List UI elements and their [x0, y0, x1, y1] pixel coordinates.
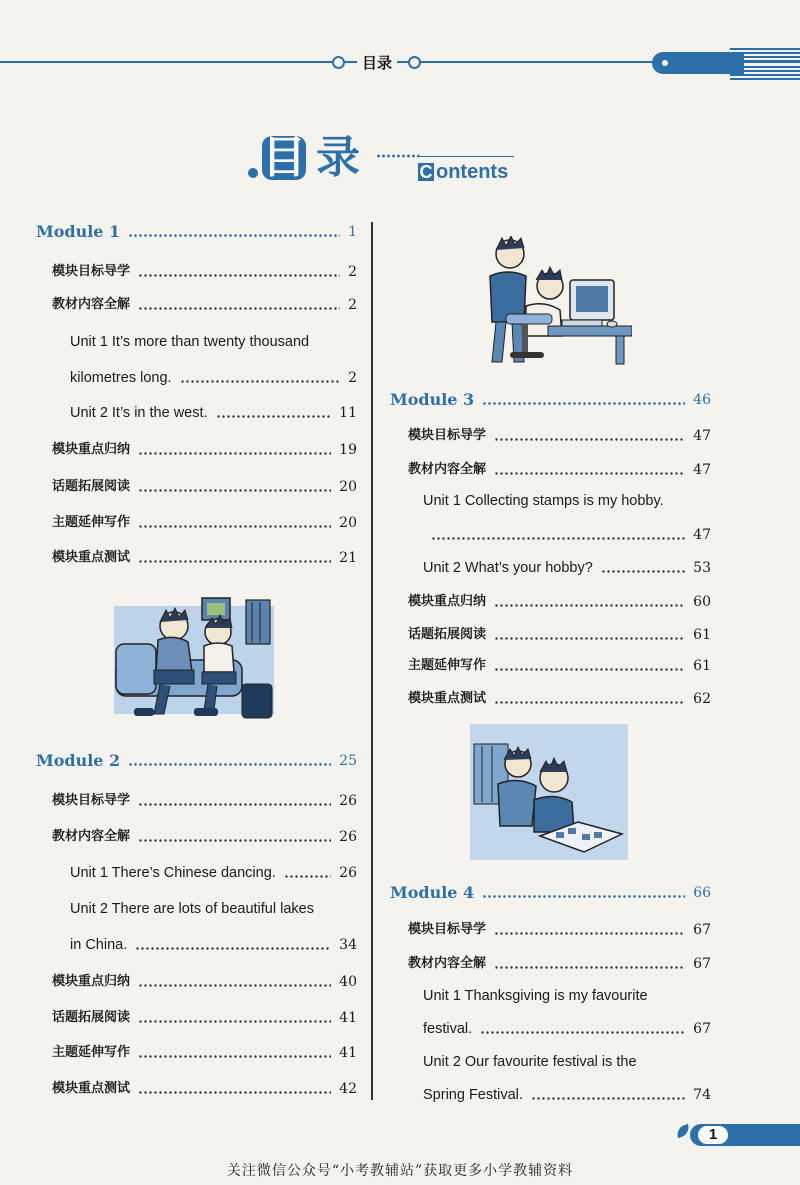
dot-leader	[138, 839, 331, 842]
contents-title	[250, 130, 520, 190]
toc-entry-page: 2	[348, 370, 357, 386]
dot-leader	[494, 637, 685, 640]
toc-entry-page: 46	[693, 392, 711, 408]
header-stripes-bottom	[730, 66, 800, 80]
toc-entry-page: 20	[339, 515, 357, 531]
toc-entry-label: 教材内容全解	[52, 829, 131, 844]
toc-entry-page: 53	[693, 560, 711, 576]
toc-entry-page: 41	[339, 1045, 357, 1061]
toc-entry-page: 67	[693, 922, 711, 938]
toc-entry-label: Module 3	[390, 390, 475, 409]
dot-leader	[138, 274, 340, 277]
dot-leader	[494, 966, 685, 969]
toc-entry-label: 模块重点测试	[52, 550, 131, 565]
toc-entry-label: 主题延伸写作	[52, 1045, 131, 1060]
toc-entry-page: 47	[693, 428, 711, 444]
toc-unit-entry[interactable]	[0, 557, 800, 581]
toc-unit-entry[interactable]	[0, 331, 800, 355]
dot-leader	[128, 234, 340, 237]
toc-entry-label: 模块目标导学	[52, 793, 131, 808]
title-rule	[420, 156, 514, 157]
toc-entry-label: Unit 1 Collecting stamps is my hobby.	[423, 493, 664, 509]
dot-leader	[494, 438, 685, 441]
toc-entry-page: 11	[339, 405, 357, 421]
toc-entry-page: 40	[339, 974, 357, 990]
toc-section-entry[interactable]	[0, 425, 800, 449]
dot-leader	[180, 380, 341, 383]
header-rule-dot-right	[408, 56, 421, 69]
toc-entry-label: Module 1	[36, 222, 121, 241]
page-number: 1	[708, 1126, 718, 1143]
toc-section-entry[interactable]	[0, 261, 800, 285]
header-title: 目录	[357, 52, 397, 73]
toc-entry-label: 模块重点归纳	[52, 974, 131, 989]
dot-leader	[601, 570, 685, 573]
toc-unit-entry[interactable]	[0, 490, 800, 514]
toc-section-entry[interactable]	[0, 790, 800, 814]
illustration-boys-with-stamp-album	[470, 724, 628, 860]
toc-entry-page: 47	[693, 527, 711, 543]
toc-unit-entry[interactable]	[0, 1018, 800, 1042]
toc-unit-entry[interactable]	[0, 524, 800, 548]
dot-leader	[138, 452, 331, 455]
header-stripes-top	[730, 48, 800, 62]
contents-initial: C	[419, 162, 433, 182]
toc-module-entry[interactable]	[0, 750, 800, 774]
toc-entry-label: 模块重点测试	[52, 1081, 131, 1096]
dot-leader	[216, 415, 332, 418]
toc-entry-page: 62	[693, 691, 711, 707]
toc-entry-page: 1	[348, 224, 357, 240]
page-number-tab	[690, 1124, 800, 1146]
toc-section-entry[interactable]	[0, 294, 800, 318]
toc-entry-label: Unit 2 It’s in the west.	[70, 405, 208, 421]
toc-entry-label: 话题拓展阅读	[52, 1010, 131, 1025]
toc-entry-label: 教材内容全解	[408, 462, 487, 477]
toc-entry-label: 模块目标导学	[52, 264, 131, 279]
toc-entry-page: 42	[339, 1081, 357, 1097]
dot-leader	[138, 803, 331, 806]
toc-entry-label: Unit 2 There are lots of beautiful lakes	[70, 901, 314, 917]
contents-word: ontents	[436, 161, 509, 183]
title-deco-dot	[248, 168, 258, 178]
toc-unit-entry[interactable]	[0, 367, 800, 391]
toc-entry-page: 21	[339, 550, 357, 566]
toc-entry-page: 47	[693, 462, 711, 478]
toc-entry-label: 话题拓展阅读	[408, 627, 487, 642]
footer-note: 关注微信公众号“小考教辅站”获取更多小学教辅资料	[226, 1163, 574, 1179]
toc-section-entry[interactable]	[0, 919, 800, 943]
dot-leader	[494, 932, 685, 935]
header-tab-dot	[662, 60, 668, 66]
dot-leader	[482, 402, 685, 405]
toc-entry-page: 2	[348, 297, 357, 313]
dot-leader	[431, 537, 685, 540]
dot-leader	[482, 895, 685, 898]
toc-entry-label: Unit 1 Thanksgiving is my favourite	[423, 988, 648, 1004]
dot-leader	[480, 1031, 685, 1034]
toc-entry-page: 66	[693, 885, 711, 901]
toc-entry-page: 67	[693, 956, 711, 972]
toc-entry-label: 模块目标导学	[408, 922, 487, 937]
toc-entry-label: festival.	[423, 1021, 473, 1037]
dot-leader	[138, 307, 340, 310]
toc-entry-page: 26	[339, 793, 357, 809]
dot-leader	[494, 604, 685, 607]
toc-entry-label: Module 4	[390, 883, 475, 902]
toc-entry-page: 26	[339, 865, 357, 881]
dot-leader	[494, 472, 685, 475]
title-dots	[376, 154, 420, 158]
leaf-icon	[675, 1124, 692, 1138]
toc-entry-label: Unit 1 There’s Chinese dancing.	[70, 865, 276, 881]
toc-unit-entry[interactable]	[0, 1084, 800, 1108]
toc-entry-page: 19	[339, 442, 357, 458]
toc-entry-label: Module 2	[36, 751, 121, 770]
toc-entry-label: 教材内容全解	[52, 297, 131, 312]
toc-entry-label: in China.	[70, 937, 128, 953]
illustration-boys-at-computer	[466, 236, 632, 366]
toc-entry-page: 61	[693, 627, 711, 643]
toc-entry-label: kilometres long.	[70, 370, 172, 386]
toc-entry-label: 模块重点归纳	[408, 594, 487, 609]
toc-entry-label: 模块重点归纳	[52, 442, 131, 457]
toc-entry-label: 模块目标导学	[408, 428, 487, 443]
toc-section-entry[interactable]	[0, 953, 800, 977]
toc-entry-page: 41	[339, 1010, 357, 1026]
toc-entry-page: 60	[693, 594, 711, 610]
toc-module-entry[interactable]	[0, 882, 800, 906]
toc-entry-label: 话题拓展阅读	[52, 479, 131, 494]
toc-entry-page: 67	[693, 1021, 711, 1037]
toc-entry-label: Unit 1 It’s more than twenty thousand	[70, 334, 310, 350]
toc-section-entry[interactable]	[0, 826, 800, 850]
toc-entry-page: 74	[693, 1087, 711, 1103]
toc-module-entry[interactable]	[0, 389, 800, 413]
toc-entry-page: 61	[693, 658, 711, 674]
toc-entry-page: 34	[339, 937, 357, 953]
toc-unit-entry[interactable]	[0, 1051, 800, 1075]
toc-entry-label: 主题延伸写作	[408, 658, 487, 673]
toc-entry-page: 20	[339, 479, 357, 495]
header-rule-dot-left	[332, 56, 345, 69]
toc-entry-label: 教材内容全解	[408, 956, 487, 971]
dot-leader	[135, 947, 331, 950]
toc-module-entry[interactable]	[0, 221, 800, 245]
toc-entry-label: 模块重点测试	[408, 691, 487, 706]
toc-entry-label: Unit 2 What’s your hobby?	[423, 560, 593, 576]
toc-unit-entry[interactable]	[0, 985, 800, 1009]
toc-entry-page: 26	[339, 829, 357, 845]
toc-entry-label: Unit 2 Our favourite festival is the	[423, 1054, 637, 1070]
toc-entry-page: 2	[348, 264, 357, 280]
title-char-lu: 录	[316, 132, 360, 183]
toc-entry-page: 25	[339, 753, 357, 769]
toc-entry-label: 主题延伸写作	[52, 515, 131, 530]
toc-section-entry[interactable]	[0, 459, 800, 483]
dot-leader	[494, 701, 685, 704]
toc-entry-label: Spring Festival.	[423, 1087, 523, 1103]
dot-leader	[284, 875, 331, 878]
illustration-boys-on-sofa	[114, 596, 274, 728]
dot-leader	[531, 1097, 685, 1100]
title-char-mu: 目	[262, 132, 306, 183]
dot-leader	[128, 763, 331, 766]
dot-leader	[494, 668, 685, 671]
